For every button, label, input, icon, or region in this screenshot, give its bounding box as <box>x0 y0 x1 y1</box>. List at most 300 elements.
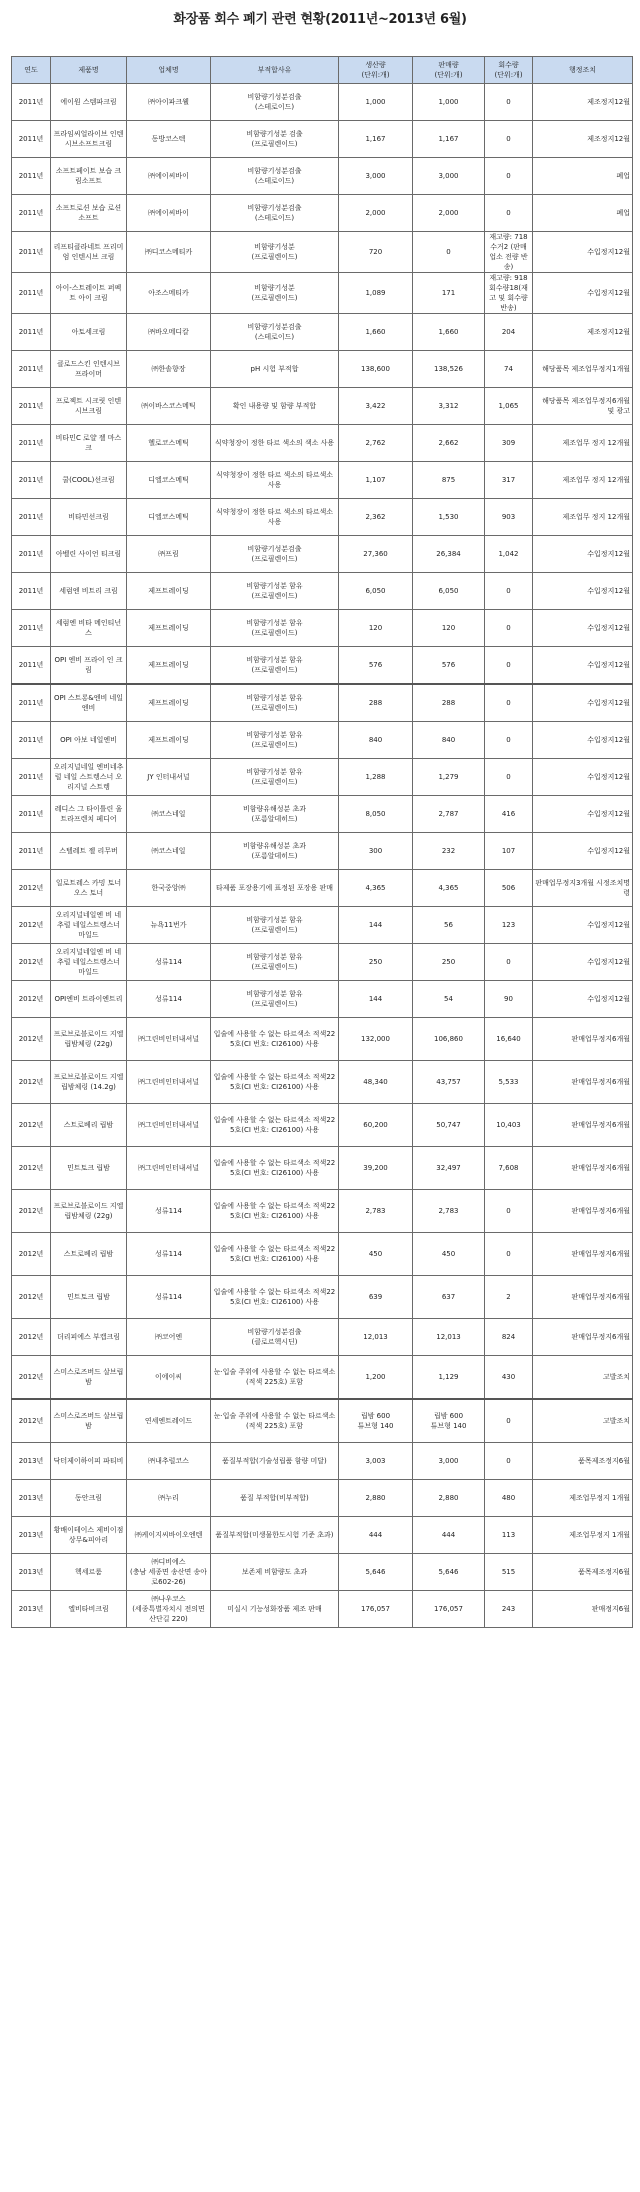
action-cell: 수입정지12월 <box>533 944 633 981</box>
reason-cell: 비함량기성분 함유 (프로필렌이드) <box>211 722 339 759</box>
action-cell: 판매업무정지6개월 <box>533 1061 633 1104</box>
production-cell: 1,107 <box>339 462 413 499</box>
recall-cell: 0 <box>485 610 533 647</box>
action-cell: 해당품목 제조업무정지6개월 및 광고 <box>533 388 633 425</box>
reason-cell: 입술에 사용할 수 없는 타르색소 적색225호(CI 번호: CI26100) 사용 <box>211 1190 339 1233</box>
action-cell: 해당품목 제조업무정지1개월 <box>533 351 633 388</box>
header-sales: 판매량 (단위:개) <box>413 57 485 84</box>
reason-cell: 타제품 포장용기에 표정된 포장용 판매 <box>211 870 339 907</box>
recall-cell: 0 <box>485 759 533 796</box>
production-cell: 6,050 <box>339 573 413 610</box>
company-cell: 제프트레이딩 <box>127 722 211 759</box>
production-cell: 1,089 <box>339 273 413 314</box>
company-cell: ㈜내추럴코스 <box>127 1443 211 1480</box>
sales-cell: 2,783 <box>413 1190 485 1233</box>
reason-cell: 입술에 사용할 수 없는 타르색소 적색225호(CI 번호: CI26100) 사용 <box>211 1233 339 1276</box>
product-cell: 민트토크 립밤 <box>51 1276 127 1319</box>
company-cell: ㈜바오메디칼 <box>127 314 211 351</box>
year-cell: 2011년 <box>12 158 51 195</box>
action-cell: 수입정지12월 <box>533 536 633 573</box>
table-row <box>12 1061 633 1104</box>
recall-cell: 74 <box>485 351 533 388</box>
year-cell: 2012년 <box>12 1018 51 1061</box>
table-row <box>12 1319 633 1356</box>
action-cell: 수입정지12월 <box>533 573 633 610</box>
reason-cell: 비함량기성분 함유 (프로필렌이드) <box>211 573 339 610</box>
year-cell: 2011년 <box>12 232 51 273</box>
product-cell: 쿨(COOL)선크림 <box>51 462 127 499</box>
reason-cell: 비함량기성분 (프로필렌이드) <box>211 232 339 273</box>
product-cell: 아이-스트레이트 퍼펙트 아이 크림 <box>51 273 127 314</box>
production-cell: 39,200 <box>339 1147 413 1190</box>
production-cell: 3,422 <box>339 388 413 425</box>
recall-cell: 0 <box>485 158 533 195</box>
recall-cell: 0 <box>485 1443 533 1480</box>
action-cell: 판매업무정지6개월 <box>533 1018 633 1061</box>
production-cell: 2,880 <box>339 1480 413 1517</box>
production-cell: 120 <box>339 610 413 647</box>
header-company: 업체명 <box>127 57 211 84</box>
year-cell: 2012년 <box>12 1233 51 1276</box>
company-cell: ㈜한솔향장 <box>127 351 211 388</box>
sales-cell: 54 <box>413 981 485 1018</box>
production-cell: 250 <box>339 944 413 981</box>
sales-cell: 637 <box>413 1276 485 1319</box>
product-cell: 소프트페이트 보습 크림소프트 <box>51 158 127 195</box>
recall-cell: 1,065 <box>485 388 533 425</box>
table-row <box>12 1591 633 1628</box>
year-cell: 2013년 <box>12 1591 51 1628</box>
reason-cell: 눈·입술 주위에 사용할 수 없는 타르색소(적색 225호) 포함 <box>211 1356 339 1400</box>
year-cell: 2012년 <box>12 944 51 981</box>
company-cell: 제프트레이딩 <box>127 610 211 647</box>
table-row <box>12 647 633 685</box>
action-cell: 판매업무정지6개월 <box>533 1147 633 1190</box>
action-cell: 고발조치 <box>533 1356 633 1400</box>
reason-cell: 비함량기성분 검출 (프로필렌이드) <box>211 121 339 158</box>
production-cell: 5,646 <box>339 1554 413 1591</box>
product-cell: 오리지널네일 엔비네추럴 네일 스트렝스너 오리지널 스트렝 <box>51 759 127 796</box>
reason-cell: 확인 내용량 및 함량 부적합 <box>211 388 339 425</box>
action-cell: 제조정지12월 <box>533 314 633 351</box>
sales-cell: 56 <box>413 907 485 944</box>
product-cell: OPI 아보 네일엔비 <box>51 722 127 759</box>
sales-cell: 50,747 <box>413 1104 485 1147</box>
recall-cell: 7,608 <box>485 1147 533 1190</box>
reason-cell: 품질부적합(미생물한도시험 기준 초과) <box>211 1517 339 1554</box>
production-cell: 300 <box>339 833 413 870</box>
recall-cell: 1,042 <box>485 536 533 573</box>
recall-cell: 0 <box>485 84 533 121</box>
company-cell: 성류114 <box>127 1190 211 1233</box>
action-cell: 판매업무정지6개월 <box>533 1233 633 1276</box>
recall-cell: 824 <box>485 1319 533 1356</box>
table-row <box>12 870 633 907</box>
table-row <box>12 1356 633 1400</box>
recall-cell: 515 <box>485 1554 533 1591</box>
reason-cell: 품질부적합(기술성립품 함량 미달) <box>211 1443 339 1480</box>
product-cell: 일로트레스 카밍 토너오스 토너 <box>51 870 127 907</box>
year-cell: 2011년 <box>12 273 51 314</box>
product-cell: 스미스로즈버드 살브립밤 <box>51 1399 127 1443</box>
header-recall: 회수량 (단위:개) <box>485 57 533 84</box>
table-row <box>12 1190 633 1233</box>
product-cell: 스미스로즈버드 살브립밤 <box>51 1356 127 1400</box>
production-cell: 450 <box>339 1233 413 1276</box>
year-cell: 2011년 <box>12 573 51 610</box>
production-cell: 4,365 <box>339 870 413 907</box>
recall-cell: 317 <box>485 462 533 499</box>
product-cell: 동안크림 <box>51 1480 127 1517</box>
year-cell: 2012년 <box>12 981 51 1018</box>
year-cell: 2011년 <box>12 722 51 759</box>
reason-cell: 비함량기성분 함유 (프로필렌이드) <box>211 981 339 1018</box>
production-cell: 60,200 <box>339 1104 413 1147</box>
product-cell: 스트로베리 립밤 <box>51 1104 127 1147</box>
year-cell: 2012년 <box>12 1061 51 1104</box>
table-row <box>12 1517 633 1554</box>
recall-cell: 90 <box>485 981 533 1018</box>
product-cell: 에이원 스템파크림 <box>51 84 127 121</box>
table-row <box>12 1147 633 1190</box>
product-cell: 프라임씨얼라이브 인텐시브소프트크림 <box>51 121 127 158</box>
action-cell: 품목제조정지6월 <box>533 1554 633 1591</box>
reason-cell: 입술에 사용할 수 없는 타르색소 적색225호(CI 번호: CI26100) 사용 <box>211 1018 339 1061</box>
product-cell: 닥터제이하이피 파티비 <box>51 1443 127 1480</box>
sales-cell: 1,000 <box>413 84 485 121</box>
product-cell: 세럼엔 비트리 크림 <box>51 573 127 610</box>
company-cell: ㈜나우코스 (세종특별자치시 전의면 산단길 220) <box>127 1591 211 1628</box>
sales-cell: 2,880 <box>413 1480 485 1517</box>
table-row <box>12 1018 633 1061</box>
company-cell: 성류114 <box>127 1276 211 1319</box>
recall-cell: 재고량: 918 회수량18(재고 및 회수량 반송) <box>485 273 533 314</box>
sales-cell: 3,000 <box>413 1443 485 1480</box>
production-cell: 444 <box>339 1517 413 1554</box>
year-cell: 2011년 <box>12 84 51 121</box>
sales-cell: 1,129 <box>413 1356 485 1400</box>
production-cell: 2,000 <box>339 195 413 232</box>
table-row <box>12 722 633 759</box>
recall-cell: 0 <box>485 195 533 232</box>
company-cell: ㈜디코스메티카 <box>127 232 211 273</box>
recall-cell: 123 <box>485 907 533 944</box>
reason-cell: 비함량기성분검출 (스테로이드) <box>211 195 339 232</box>
product-cell: 민트토크 립밤 <box>51 1147 127 1190</box>
recall-cell: 0 <box>485 722 533 759</box>
action-cell: 제조업무 정지 12개월 <box>533 462 633 499</box>
table-row <box>12 1233 633 1276</box>
action-cell: 수입정지12월 <box>533 684 633 722</box>
production-cell: 144 <box>339 907 413 944</box>
recall-cell: 0 <box>485 121 533 158</box>
page-title: 화장품 회수 폐기 관련 현황(2011년~2013년 6월) <box>173 12 467 27</box>
table-row <box>12 425 633 462</box>
production-cell: 288 <box>339 684 413 722</box>
action-cell: 수입정지12월 <box>533 833 633 870</box>
year-cell: 2011년 <box>12 314 51 351</box>
product-cell: 스텔레트 젤 리무버 <box>51 833 127 870</box>
production-cell: 1,200 <box>339 1356 413 1400</box>
reason-cell: 비함량유해성분 초과 (포름알데히드) <box>211 796 339 833</box>
action-cell: 제조업무정지 1개월 <box>533 1517 633 1554</box>
year-cell: 2011년 <box>12 195 51 232</box>
action-cell: 폐업 <box>533 158 633 195</box>
table-header-row <box>12 57 633 84</box>
company-cell: 한국중앙㈜ <box>127 870 211 907</box>
year-cell: 2013년 <box>12 1554 51 1591</box>
action-cell: 수입정지12월 <box>533 273 633 314</box>
company-cell: 동방코스텍 <box>127 121 211 158</box>
year-cell: 2011년 <box>12 121 51 158</box>
sales-cell: 1,530 <box>413 499 485 536</box>
table-row <box>12 1399 633 1443</box>
production-cell: 1,660 <box>339 314 413 351</box>
action-cell: 판매업무정지6개월 <box>533 1104 633 1147</box>
year-cell: 2012년 <box>12 1319 51 1356</box>
year-cell: 2012년 <box>12 1147 51 1190</box>
product-cell: 엘비타비크림 <box>51 1591 127 1628</box>
reason-cell: 비함량유해성분 초과 (포름알데히드) <box>211 833 339 870</box>
sales-cell: 5,646 <box>413 1554 485 1591</box>
company-cell: 제프트레이딩 <box>127 684 211 722</box>
reason-cell: 눈·입술 주위에 사용할 수 없는 타르색소(적색 225호) 포함 <box>211 1399 339 1443</box>
recall-cell: 309 <box>485 425 533 462</box>
company-cell: 디엘코스메틱 <box>127 462 211 499</box>
sales-cell: 32,497 <box>413 1147 485 1190</box>
sales-cell: 840 <box>413 722 485 759</box>
reason-cell: 입술에 사용할 수 없는 타르색소 적색225호(CI 번호: CI26100) 사용 <box>211 1276 339 1319</box>
recall-cell: 0 <box>485 684 533 722</box>
company-cell: ㈜코스네일 <box>127 833 211 870</box>
reason-cell: 비함량기성분 함유 (프로필렌이드) <box>211 610 339 647</box>
year-cell: 2012년 <box>12 1104 51 1147</box>
sales-cell: 12,013 <box>413 1319 485 1356</box>
action-cell: 제조업무 정지 12개월 <box>533 499 633 536</box>
action-cell: 제조업무정지 1개월 <box>533 1480 633 1517</box>
company-cell: 디엘코스메틱 <box>127 499 211 536</box>
sales-cell: 176,057 <box>413 1591 485 1628</box>
recall-cell: 0 <box>485 647 533 685</box>
recall-cell: 재고량: 718 수거2 (판매업소 전량 반송) <box>485 232 533 273</box>
table-row <box>12 610 633 647</box>
table-row <box>12 232 633 273</box>
company-cell: 아조스메티카 <box>127 273 211 314</box>
company-cell: ㈜그린비인터내셔널 <box>127 1061 211 1104</box>
action-cell: 수입정지12월 <box>533 610 633 647</box>
sales-cell: 3,312 <box>413 388 485 425</box>
sales-cell: 0 <box>413 232 485 273</box>
table-row <box>12 684 633 722</box>
reason-cell: 입술에 사용할 수 없는 타르색소 적색225호(CI 번호: CI26100) 사용 <box>211 1104 339 1147</box>
reason-cell: 비함량기성분 함유 (프로필렌이드) <box>211 944 339 981</box>
sales-cell: 2,787 <box>413 796 485 833</box>
reason-cell: 입술에 사용할 수 없는 타르색소 적색225호(CI 번호: CI26100) 사용 <box>211 1061 339 1104</box>
table-row <box>12 907 633 944</box>
recall-cell: 430 <box>485 1356 533 1400</box>
reason-cell: 미실시 기능성화장품 제조 판매 <box>211 1591 339 1628</box>
table-row <box>12 759 633 796</box>
table-row <box>12 388 633 425</box>
company-cell: ㈜이바스코스메틱 <box>127 388 211 425</box>
table-row <box>12 84 633 121</box>
recall-cell: 113 <box>485 1517 533 1554</box>
table-row <box>12 351 633 388</box>
product-cell: OPI 엔비 프라이 인 크림 <box>51 647 127 685</box>
year-cell: 2011년 <box>12 796 51 833</box>
product-cell: 프로브로블로이드 지엘립밤체링 (14.2g) <box>51 1061 127 1104</box>
sales-cell: 120 <box>413 610 485 647</box>
sales-cell: 2,000 <box>413 195 485 232</box>
action-cell: 수입정지12월 <box>533 907 633 944</box>
recall-cell: 10,403 <box>485 1104 533 1147</box>
header-product: 제품명 <box>51 57 127 84</box>
sales-cell: 250 <box>413 944 485 981</box>
year-cell: 2011년 <box>12 499 51 536</box>
action-cell: 판매업무정지6개월 <box>533 1319 633 1356</box>
company-cell: ㈜그린비인터내셔널 <box>127 1018 211 1061</box>
company-cell: ㈜에이씨바이 <box>127 195 211 232</box>
table-row <box>12 1276 633 1319</box>
company-cell: ㈜그린비인터내셔널 <box>127 1147 211 1190</box>
year-cell: 2012년 <box>12 1399 51 1443</box>
sales-cell: 1,660 <box>413 314 485 351</box>
action-cell: 제조정지12월 <box>533 121 633 158</box>
production-cell: 27,360 <box>339 536 413 573</box>
sales-cell: 43,757 <box>413 1061 485 1104</box>
product-cell: 아벨린 사이언 티크림 <box>51 536 127 573</box>
action-cell: 판매업무정지6개월 <box>533 1276 633 1319</box>
action-cell: 수입정지12월 <box>533 722 633 759</box>
reason-cell: 비함량기성분 (프로필렌이드) <box>211 273 339 314</box>
company-cell: 연세엔트레이드 <box>127 1399 211 1443</box>
production-cell: 639 <box>339 1276 413 1319</box>
table-row <box>12 981 633 1018</box>
company-cell: ㈜코어엔 <box>127 1319 211 1356</box>
table-row <box>12 314 633 351</box>
product-cell: 리프티클라네트 프리미엄 인텐시브 크림 <box>51 232 127 273</box>
action-cell: 제조정지12월 <box>533 84 633 121</box>
table-row <box>12 158 633 195</box>
sales-cell: 138,526 <box>413 351 485 388</box>
product-cell: 레디스 그 타이틀린 울트라프렌치 페디어 <box>51 796 127 833</box>
year-cell: 2011년 <box>12 684 51 722</box>
action-cell: 수입정지12월 <box>533 796 633 833</box>
production-cell: 138,600 <box>339 351 413 388</box>
recall-cell: 0 <box>485 1233 533 1276</box>
sales-cell: 875 <box>413 462 485 499</box>
table-row <box>12 462 633 499</box>
recall-cell: 480 <box>485 1480 533 1517</box>
production-cell: 1,167 <box>339 121 413 158</box>
year-cell: 2012년 <box>12 1356 51 1400</box>
company-cell: 성류114 <box>127 1233 211 1276</box>
reason-cell: pH 시험 부적합 <box>211 351 339 388</box>
sales-cell: 2,662 <box>413 425 485 462</box>
action-cell: 제조업무 정지 12개월 <box>533 425 633 462</box>
reason-cell: 품질 부적합(비부적합) <box>211 1480 339 1517</box>
table-row <box>12 833 633 870</box>
year-cell: 2013년 <box>12 1517 51 1554</box>
product-cell: 황배이테이스 제비이점상무&피아리 <box>51 1517 127 1554</box>
reason-cell: 식약청장이 정한 타르 색소의 색소 사용 <box>211 425 339 462</box>
table-row <box>12 796 633 833</box>
table-row <box>12 1443 633 1480</box>
header-production: 생산량 (단위:개) <box>339 57 413 84</box>
production-cell: 2,783 <box>339 1190 413 1233</box>
year-cell: 2011년 <box>12 647 51 685</box>
table-row <box>12 1480 633 1517</box>
production-cell: 립밤 600 튜브형 140 <box>339 1399 413 1443</box>
reason-cell: 비함량기성분 함유 (프로필렌이드) <box>211 759 339 796</box>
product-cell: 비타민선크림 <box>51 499 127 536</box>
product-cell: 아토세크림 <box>51 314 127 351</box>
sales-cell: 6,050 <box>413 573 485 610</box>
table-row <box>12 536 633 573</box>
table-row <box>12 499 633 536</box>
sales-cell: 1,279 <box>413 759 485 796</box>
year-cell: 2011년 <box>12 462 51 499</box>
year-cell: 2011년 <box>12 536 51 573</box>
year-cell: 2012년 <box>12 870 51 907</box>
year-cell: 2011년 <box>12 610 51 647</box>
recall-cell: 5,533 <box>485 1061 533 1104</box>
product-cell: OPI 스트롱&엔비 네일엔비 <box>51 684 127 722</box>
company-cell: 성류114 <box>127 944 211 981</box>
recall-cell: 903 <box>485 499 533 536</box>
sales-cell: 576 <box>413 647 485 685</box>
reason-cell: 식약청장이 정한 타르 색소의 타르색소 사용 <box>211 462 339 499</box>
reason-cell: 보존제 비함량도 초과 <box>211 1554 339 1591</box>
production-cell: 1,288 <box>339 759 413 796</box>
company-cell: 헬로코스메틱 <box>127 425 211 462</box>
table-row <box>12 121 633 158</box>
header-reason: 부적합사유 <box>211 57 339 84</box>
product-cell: 프로젝트 시크릿 인텐시브크림 <box>51 388 127 425</box>
year-cell: 2013년 <box>12 1480 51 1517</box>
production-cell: 720 <box>339 232 413 273</box>
sales-cell: 립밤 600 튜브형 140 <box>413 1399 485 1443</box>
recall-cell: 0 <box>485 1399 533 1443</box>
sales-cell: 26,384 <box>413 536 485 573</box>
table-row <box>12 273 633 314</box>
company-cell: ㈜디비에스 (충남 세종면 송산면 송아로602-26) <box>127 1554 211 1591</box>
action-cell: 고발조치 <box>533 1399 633 1443</box>
recall-cell: 416 <box>485 796 533 833</box>
product-cell: 클로드스킨 인텐시브 프라이머 <box>51 351 127 388</box>
year-cell: 2012년 <box>12 907 51 944</box>
production-cell: 12,013 <box>339 1319 413 1356</box>
product-cell: 비타민C 로얄 젤 마스크 <box>51 425 127 462</box>
reason-cell: 비함량기성분검출 (스테로이드) <box>211 84 339 121</box>
sales-cell: 4,365 <box>413 870 485 907</box>
product-cell: 오리지널네일엔 비 네추럴 네일스트렝스너 마일드 <box>51 944 127 981</box>
company-cell: ㈜아이파크웰 <box>127 84 211 121</box>
recall-cell: 16,640 <box>485 1018 533 1061</box>
product-cell: 소프트로션 보습 로션소프트 <box>51 195 127 232</box>
production-cell: 132,000 <box>339 1018 413 1061</box>
reason-cell: 비함량기성분검출 (프로필렌이드) <box>211 536 339 573</box>
sales-cell: 444 <box>413 1517 485 1554</box>
header-action: 행정조치 <box>533 57 633 84</box>
year-cell: 2011년 <box>12 388 51 425</box>
action-cell: 수입정지12월 <box>533 232 633 273</box>
recall-cell: 506 <box>485 870 533 907</box>
recall-cell: 243 <box>485 1591 533 1628</box>
table-container <box>11 56 632 1628</box>
reason-cell: 비함량기성분 함유 (프로필렌이드) <box>211 647 339 685</box>
company-cell: 이에이씨 <box>127 1356 211 1400</box>
